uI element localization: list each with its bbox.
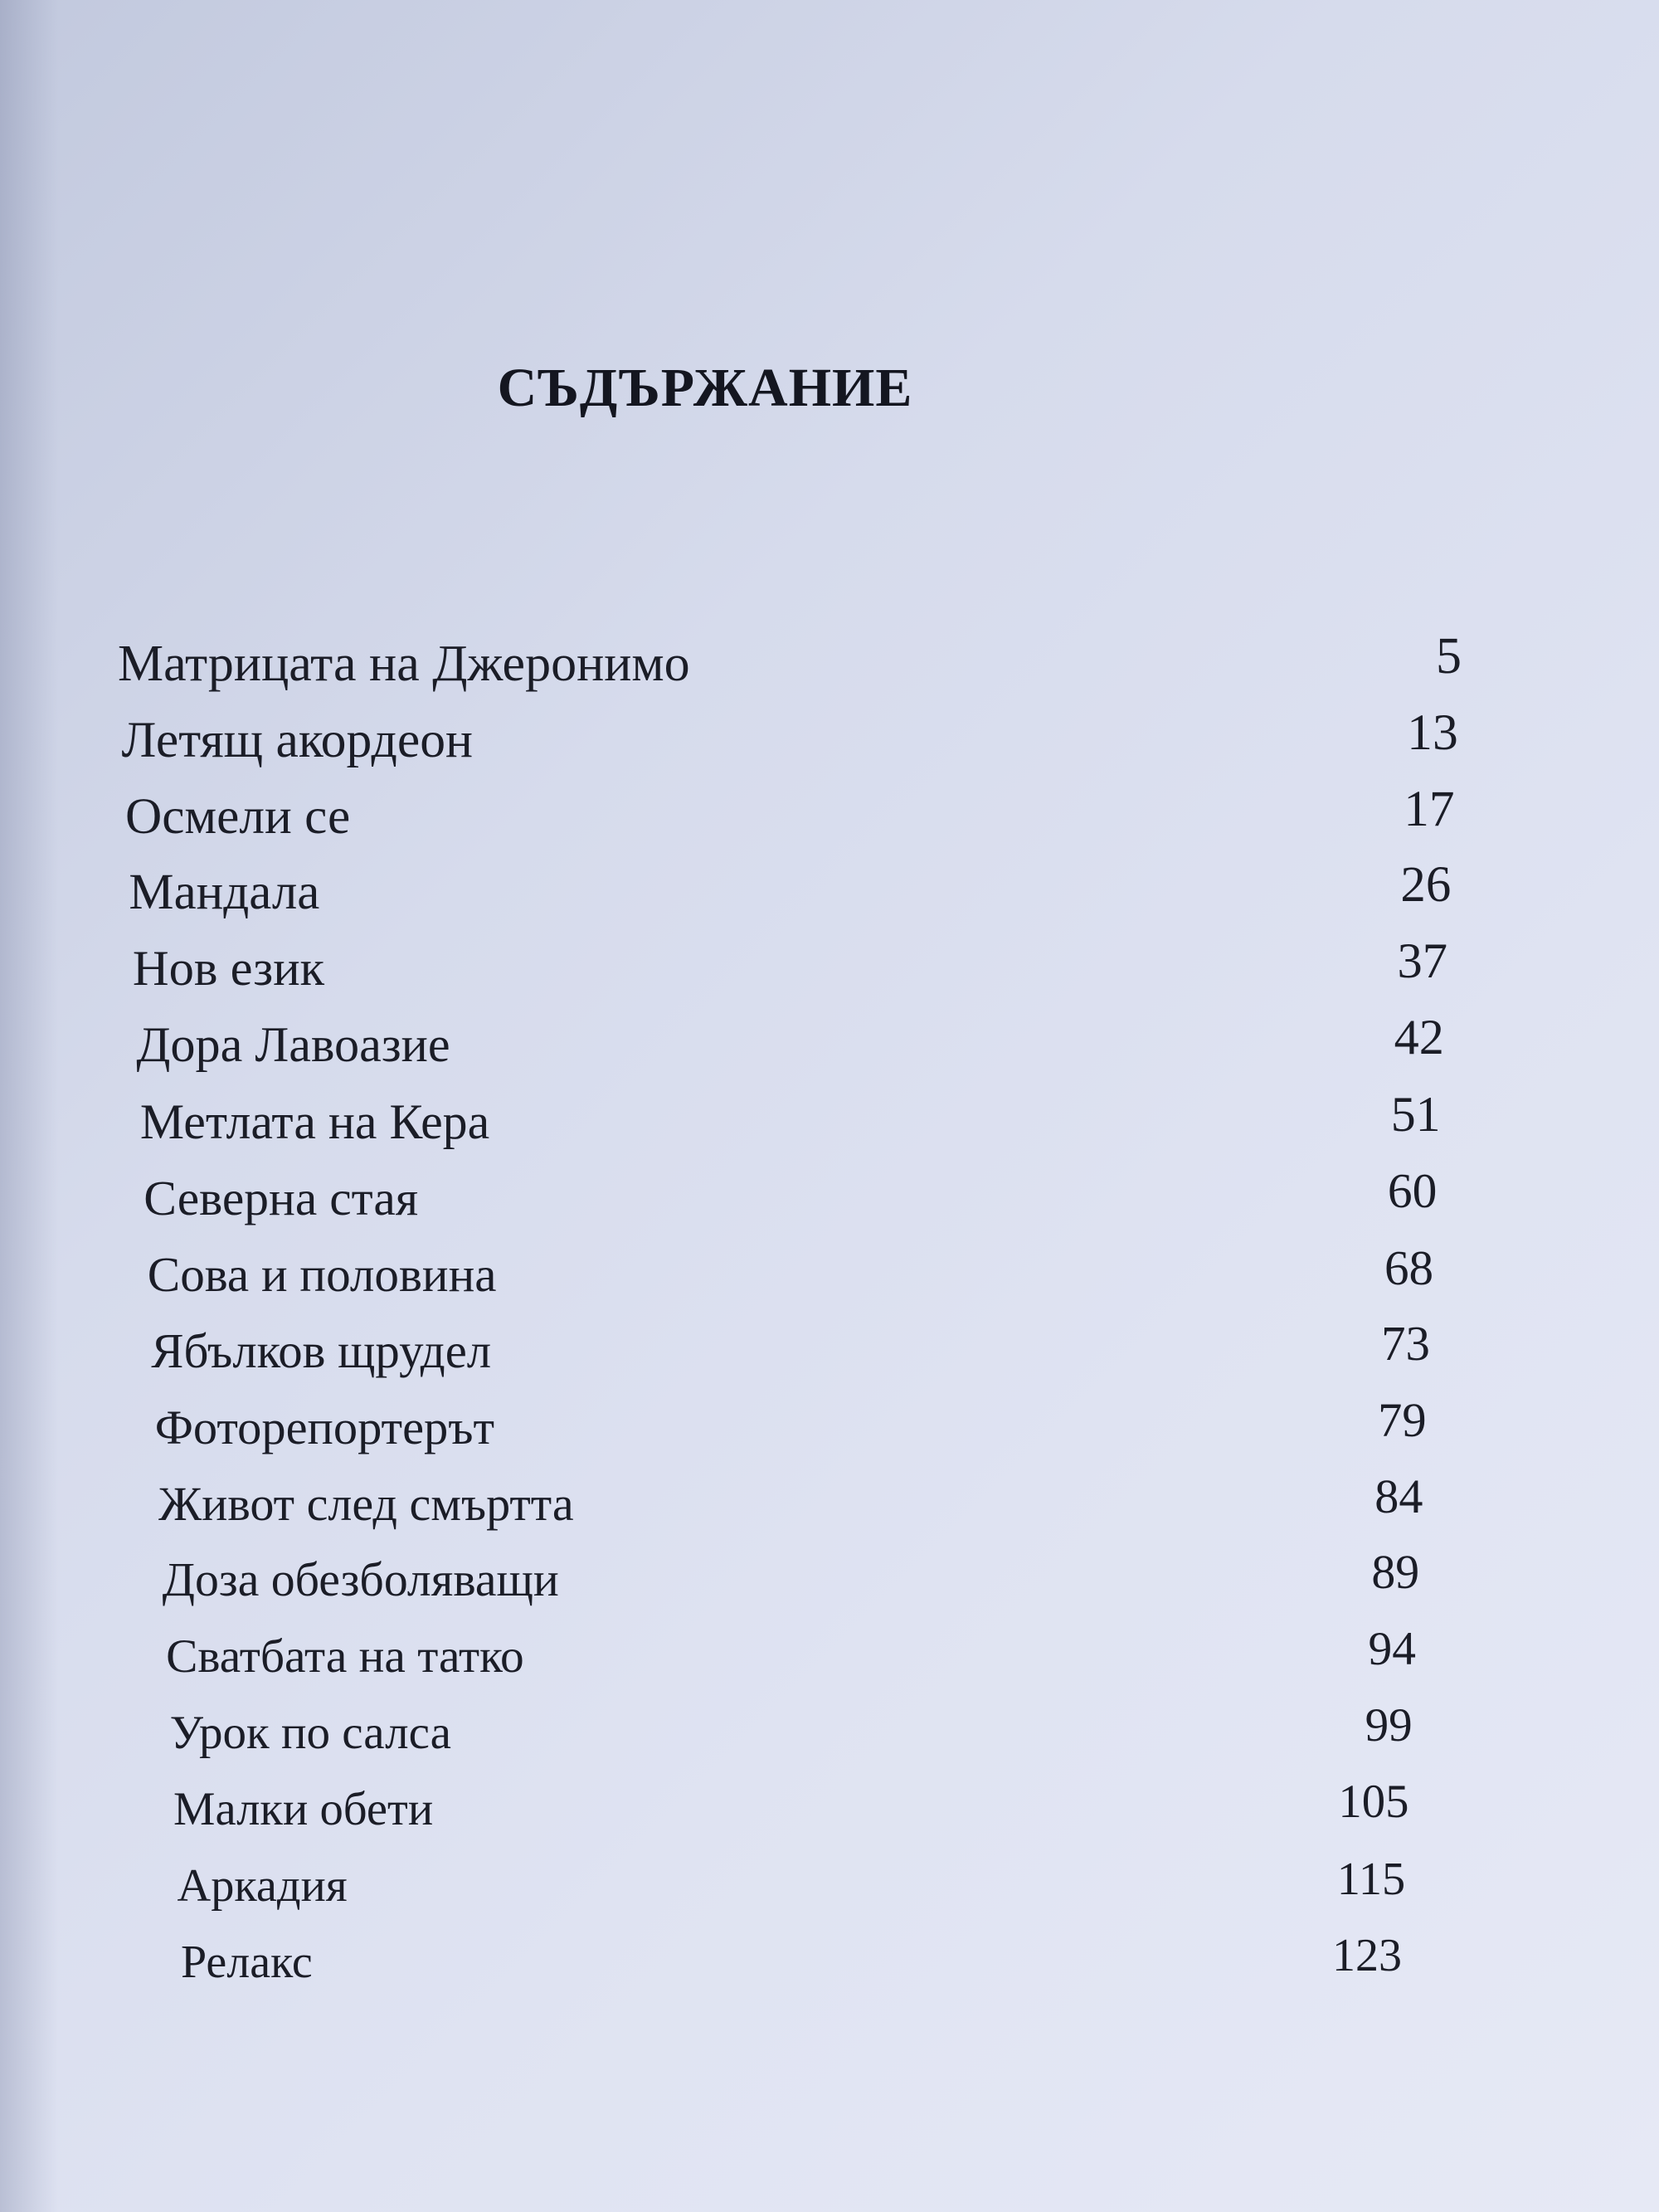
toc-entry-title: Дора Лавоазие [136,1017,450,1074]
toc-entry-page: 79 [1378,1392,1427,1447]
toc-entry-page: 73 [1381,1316,1430,1371]
toc-entry-page: 99 [1365,1699,1413,1752]
toc-entry-page: 13 [1407,704,1458,761]
toc-entry-page: 17 [1404,780,1455,837]
toc-entry-title: Фоторепортерът [154,1400,495,1454]
toc-entry-title: Урок по салса [169,1706,451,1759]
page-title: СЪДЪРЖАНИЕ [497,358,913,418]
toc-entry-page: 37 [1397,933,1448,990]
toc-entry-page: 5 [1436,627,1462,685]
toc-entry-title: Мандала [129,865,320,921]
toc-entry-page: 26 [1400,857,1452,914]
toc-entry-title: Летящ акордеон [121,712,473,769]
toc-entry-title: Нов език [132,941,325,997]
toc-entry-title: Матрицата на Джеронимо [118,636,690,692]
toc-entry-page: 84 [1374,1469,1423,1523]
toc-entry-title: Релакс [181,1937,313,1988]
toc-entry-title: Аркадия [177,1859,348,1912]
toc-entry-title: Малки обети [173,1782,434,1835]
toc-entry-page: 94 [1368,1623,1416,1676]
toc-entry-title: Сватбата на татко [166,1630,524,1683]
toc-entry-title: Ябълков щрудел [151,1323,492,1378]
toc-entry-title: Сова и половина [147,1247,497,1303]
toc-entry-page: 68 [1384,1240,1434,1295]
toc-entry-title: Северна стая [144,1171,419,1226]
toc-entry-page: 51 [1390,1087,1441,1143]
toc-entry-title: Доза обезболяващи [162,1553,559,1606]
toc-entry-page: 105 [1338,1776,1409,1829]
toc-entry-title: Живот след смъртта [158,1476,574,1531]
toc-entry-title: Метлата на Кера [139,1094,490,1150]
toc-entry-page: 42 [1394,1010,1444,1066]
toc-entry-page: 60 [1387,1163,1438,1219]
toc-entry-title: Осмели се [124,788,351,845]
toc-entry-page: 115 [1336,1853,1406,1905]
toc-entry-page: 89 [1371,1547,1420,1600]
toc-entry-page: 123 [1332,1929,1402,1981]
